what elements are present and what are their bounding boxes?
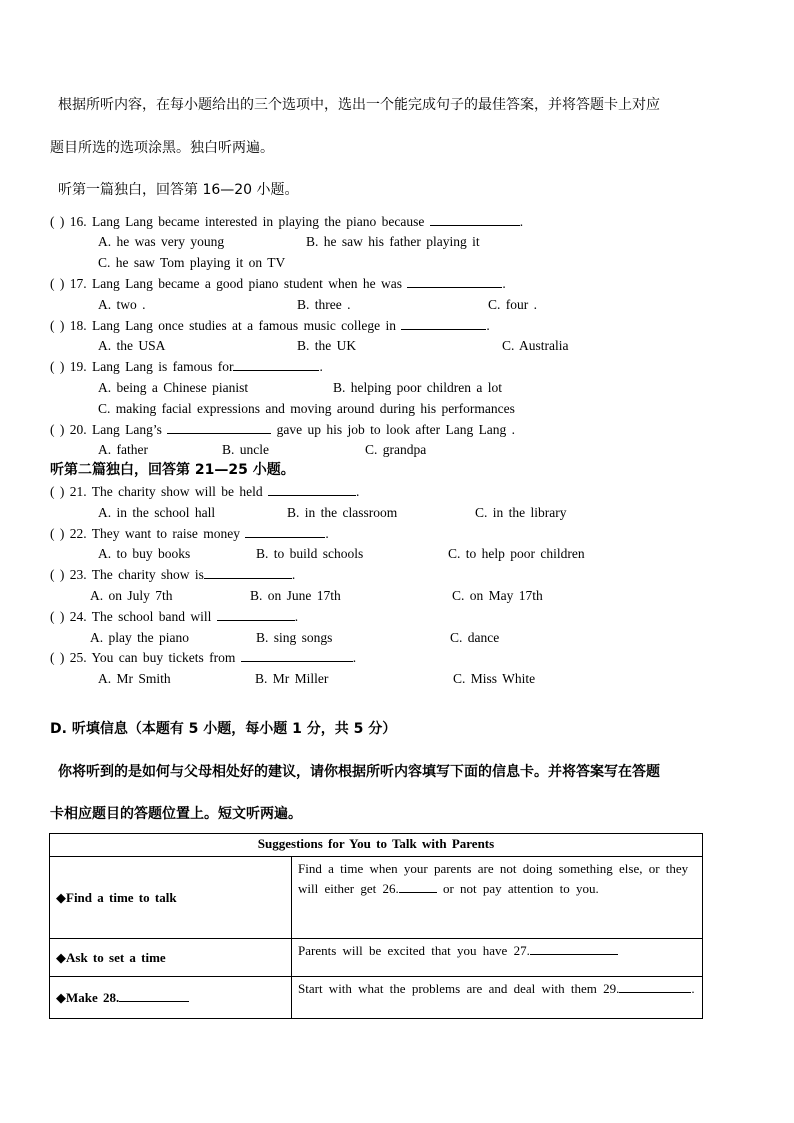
answer-blank-17[interactable] [407,275,502,288]
answer-blank-26[interactable] [399,880,437,893]
section-d-instruction-2: 卡相应题目的答题位置上。短文听两遍。 [50,806,302,822]
section-d-title: D. 听填信息（本题有 5 小题，每小题 1 分，共 5 分） [50,721,397,737]
passage-2-header: 听第二篇独白，回答第 21—25 小题。 [50,462,295,478]
question-16: ( ) 16. Lang Lang became interested in playing the piano because . [50,214,524,229]
answer-blank-27[interactable] [530,942,618,955]
option-20b: B. uncle [222,442,269,457]
card-row-2-label: ◆Ask to set a time [50,939,292,977]
option-17c: C. four . [488,297,537,312]
question-18: ( ) 18. Lang Lang once studies at a famous music college in . [50,318,490,333]
option-24b: B. sing songs [256,630,333,645]
option-25b: B. Mr Miller [255,671,329,686]
option-25c: C. Miss White [453,671,536,686]
question-23: ( ) 23. The charity show is . [50,567,296,582]
answer-blank-28[interactable] [119,989,189,1002]
option-21a: A. in the school hall [98,505,216,520]
card-row-1-label: ◆Find a time to talk [50,857,292,939]
option-18b: B. the UK [297,338,357,353]
option-22a: A. to buy books [98,546,191,561]
question-24: ( ) 24. The school band will . [50,609,299,624]
answer-blank-22[interactable] [245,525,325,538]
answer-blank-21[interactable] [268,483,356,496]
section-d-instruction-1: 你将听到的是如何与父母相处好的建议，请你根据所听内容填写下面的信息卡。并将答案写在答题 [58,764,660,780]
card-row-3-label: ◆Make 28. [50,977,292,1019]
answer-blank-18[interactable] [401,317,486,330]
question-17: ( ) 17. Lang Lang became a good piano student when he was . [50,276,506,291]
option-16a: A. he was very young [98,234,225,249]
option-25a: A. Mr Smith [98,671,171,686]
question-19: ( ) 19. Lang Lang is famous for . [50,359,323,374]
info-card-title: Suggestions for You to Talk with Parents [50,834,703,857]
answer-blank-29[interactable] [619,980,691,993]
option-20c: C. grandpa [365,442,427,457]
option-23a: A. on July 7th [90,588,173,603]
question-21: ( ) 21. The charity show will be held . [50,484,360,499]
answer-blank-20[interactable] [167,421,271,434]
option-24a: A. play the piano [90,630,189,645]
answer-blank-25[interactable] [241,649,353,662]
diamond-bullet-icon: ◆ [56,889,66,905]
instruction-line-2: 题目所选的选项涂黑。独白听两遍。 [50,140,274,156]
passage-1-header: 听第一篇独白，回答第 16—20 小题。 [58,182,299,198]
option-16c: C. he saw Tom playing it on TV [98,255,286,270]
question-22: ( ) 22. They want to raise money . [50,526,329,541]
option-22c: C. to help poor children [448,546,585,561]
option-19b: B. helping poor children a lot [333,380,502,395]
card-row-1-content: Find a time when your parents are not doing something else, or they will either get 26. or not pay attention to you. [292,857,703,939]
question-20: ( ) 20. Lang Lang’s gave up his job to look after Lang Lang . [50,422,516,437]
card-row-3-content: Start with what the problems are and deal with them 29. . [292,977,703,1019]
option-17b: B. three . [297,297,351,312]
option-17a: A. two . [98,297,146,312]
option-18c: C. Australia [502,338,569,353]
answer-blank-19[interactable] [233,358,319,371]
option-21c: C. in the library [475,505,567,520]
option-23c: C. on May 17th [452,588,543,603]
option-19a: A. being a Chinese pianist [98,380,249,395]
card-row-2-content: Parents will be excited that you have 27. [292,939,703,977]
option-21b: B. in the classroom [287,505,398,520]
diamond-bullet-icon: ◆ [56,990,66,1005]
option-24c: C. dance [450,630,500,645]
option-22b: B. to build schools [256,546,364,561]
answer-blank-16[interactable] [430,213,520,226]
info-card-table [49,833,703,1019]
option-19c: C. making facial expressions and moving around during his performances [98,401,515,416]
question-25: ( ) 25. You can buy tickets from . [50,650,357,665]
answer-blank-24[interactable] [217,608,295,621]
instruction-line-1: 根据所听内容，在每小题给出的三个选项中，选出一个能完成句子的最佳答案，并将答题卡上对应 [58,97,660,113]
option-20a: A. father [98,442,148,457]
answer-blank-23[interactable] [204,566,292,579]
option-16b: B. he saw his father playing it [306,234,480,249]
option-18a: A. the USA [98,338,166,353]
diamond-bullet-icon: ◆ [56,949,66,965]
option-23b: B. on June 17th [250,588,341,603]
